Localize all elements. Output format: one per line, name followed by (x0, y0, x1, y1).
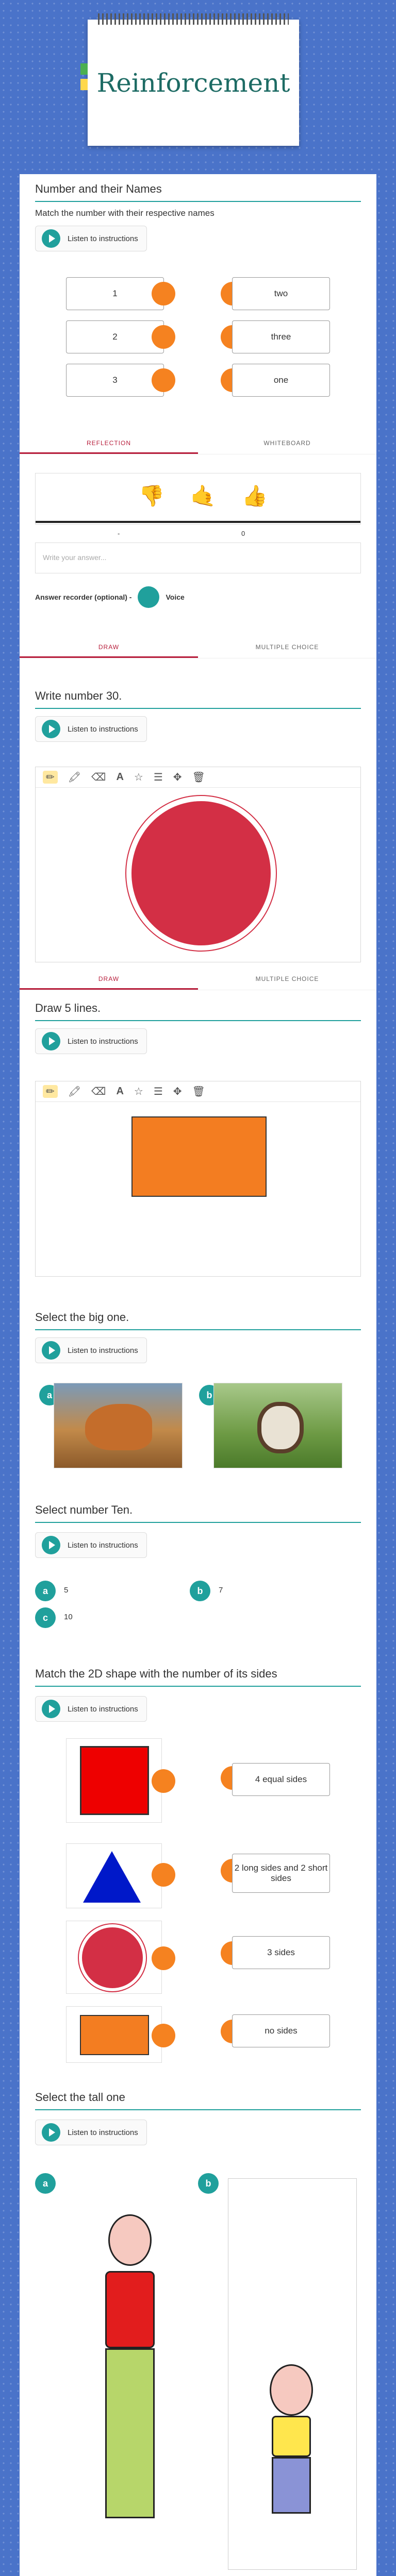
recorder-label: Answer recorder (optional) - (35, 593, 132, 601)
move-icon[interactable]: ✥ (173, 1086, 182, 1097)
option-letter-a[interactable]: a (39, 1385, 60, 1405)
thumbs-sideways-icon[interactable]: 🤙 (190, 485, 216, 507)
match-dot[interactable] (152, 1946, 175, 1970)
option-letter-b[interactable]: b (198, 2173, 219, 2194)
listen-label: Listen to instructions (68, 1540, 138, 1550)
match-right-label: no sides (265, 2026, 298, 2036)
match-left-label: 3 (112, 375, 118, 385)
listen-button[interactable] (35, 226, 147, 251)
play-icon (42, 2123, 60, 2142)
question-card-reflection (20, 432, 376, 658)
play-icon (42, 1700, 60, 1718)
title-underline (35, 201, 361, 202)
tab-draw[interactable]: DRAW (20, 636, 198, 658)
tab-whiteboard[interactable]: WHITEBOARD (263, 439, 311, 447)
match-right-2[interactable] (232, 320, 330, 353)
text-icon[interactable]: A (116, 1086, 124, 1097)
listen-button[interactable] (35, 1532, 147, 1558)
thumbs-down-icon[interactable]: 👎 (139, 485, 164, 507)
question-title: Select the tall one (35, 2091, 125, 2104)
match-dot[interactable] (152, 282, 175, 306)
tab-draw[interactable]: DRAW (20, 968, 198, 990)
option-image-short-character[interactable] (228, 2178, 357, 2570)
option-letter-c[interactable]: c (35, 1607, 56, 1628)
question-title: Write number 30. (35, 689, 122, 702)
match-right-4[interactable] (232, 2014, 330, 2047)
match-left-2[interactable] (66, 320, 164, 353)
scale-min: - (118, 530, 120, 537)
worksheet-title: Reinforcement (96, 67, 290, 98)
shape-triangle-card[interactable] (66, 1843, 162, 1908)
option-image-small-dog[interactable] (213, 1383, 342, 1468)
trash-icon[interactable]: 🗑 (192, 1086, 205, 1097)
worksheet-header (0, 0, 396, 155)
listen-button[interactable] (35, 1337, 147, 1363)
match-dot[interactable] (152, 325, 175, 349)
voice-label: Voice (166, 593, 185, 601)
match-right-label: three (271, 332, 291, 342)
eraser-icon[interactable]: ⌫ (91, 772, 106, 783)
play-icon (42, 229, 60, 248)
listen-label: Listen to instructions (68, 234, 138, 243)
move-icon[interactable]: ✥ (173, 772, 182, 783)
big-dog-shape (85, 1404, 152, 1450)
match-right-2[interactable] (232, 1854, 330, 1893)
play-icon (42, 1032, 60, 1050)
title-underline (35, 708, 361, 709)
drawing-canvas[interactable] (35, 767, 361, 962)
tall-character-head (108, 2214, 152, 2266)
short-character-shirt (272, 2416, 311, 2457)
short-character-legs (272, 2457, 311, 2514)
match-left-label: 2 (112, 332, 118, 342)
listen-label: Listen to instructions (68, 1346, 138, 1355)
tab-multiple-choice[interactable]: MULTIPLE CHOICE (255, 975, 319, 982)
drawing-toolbar (36, 1081, 360, 1102)
title-underline (35, 2109, 361, 2110)
question-card-draw-30 (20, 658, 376, 968)
answer-input[interactable]: Write your answer... (35, 543, 361, 573)
listen-label: Listen to instructions (68, 1704, 138, 1714)
listen-button[interactable] (35, 1028, 147, 1054)
tall-character-shirt (105, 2271, 155, 2348)
match-right-1[interactable] (232, 1763, 330, 1796)
tall-character-legs (105, 2348, 155, 2518)
list-icon[interactable]: ☰ (153, 772, 163, 783)
question-tabs (20, 432, 376, 454)
match-dot[interactable] (152, 1863, 175, 1887)
option-image-big-dog[interactable] (54, 1383, 183, 1468)
question-tabs (20, 636, 376, 658)
drawing-toolbar (36, 767, 360, 788)
title-notepad (88, 20, 299, 146)
shape-circle-card[interactable] (66, 1921, 162, 1994)
drawing-red-circle (126, 796, 276, 951)
thumbs-up-icon[interactable]: 👍 (242, 485, 268, 507)
option-text[interactable]: 10 (64, 1613, 73, 1621)
match-dot[interactable] (152, 1769, 175, 1793)
red-square-shape (80, 1746, 149, 1815)
pencil-icon[interactable]: ✏ (43, 1085, 58, 1098)
question-card-number-ten (20, 1493, 376, 1648)
match-right-3[interactable] (232, 1936, 330, 1969)
eraser-icon[interactable]: ⌫ (91, 1086, 106, 1097)
short-character-head (270, 2364, 313, 2416)
scale-max: 0 (241, 530, 245, 537)
option-letter-b[interactable]: b (190, 1581, 210, 1601)
play-icon (42, 720, 60, 738)
match-left-3[interactable] (66, 364, 164, 397)
play-icon (42, 1536, 60, 1554)
drawing-orange-rectangle (131, 1116, 267, 1197)
shape-rectangle-card[interactable] (66, 2006, 162, 2063)
scale-slider[interactable] (36, 521, 360, 523)
title-underline (35, 1020, 361, 1021)
question-title: Select number Ten. (35, 1503, 133, 1516)
match-right-label: 4 equal sides (255, 1774, 307, 1784)
listen-button[interactable] (35, 1696, 147, 1722)
orange-rectangle-shape (80, 2015, 149, 2055)
match-right-3[interactable] (232, 364, 330, 397)
shapes-icon[interactable]: ☆ (134, 772, 143, 783)
pencil-icon[interactable]: ✏ (43, 771, 58, 784)
question-title: Select the big one. (35, 1311, 129, 1324)
listen-label: Listen to instructions (68, 1037, 138, 1046)
match-dot[interactable] (152, 2024, 175, 2047)
small-dog-shape (257, 1402, 304, 1453)
listen-button[interactable] (35, 2120, 147, 2145)
microphone-icon[interactable] (138, 586, 159, 608)
answer-recorder (35, 586, 185, 608)
marker-icon[interactable]: 🖍 (68, 772, 81, 783)
blue-triangle-shape (83, 1851, 141, 1903)
question-card-big-one (20, 1287, 376, 1493)
marker-icon[interactable]: 🖍 (68, 1086, 81, 1097)
listen-label: Listen to instructions (68, 724, 138, 734)
match-dot[interactable] (152, 368, 175, 392)
shape-square-card[interactable] (66, 1738, 162, 1823)
shapes-icon[interactable]: ☆ (134, 1086, 143, 1097)
title-underline (35, 1686, 361, 1687)
option-letter-a[interactable]: a (35, 1581, 56, 1601)
tab-reflection[interactable]: REFLECTION (20, 432, 198, 454)
option-image-tall-character[interactable] (64, 2209, 193, 2570)
question-title: Number and their Names (35, 182, 162, 195)
spiral-binding (98, 13, 289, 25)
question-title: Draw 5 lines. (35, 1002, 101, 1014)
option-text[interactable]: 7 (219, 1586, 223, 1595)
option-letter-b[interactable]: b (199, 1385, 220, 1405)
match-right-label: two (274, 289, 288, 298)
listen-button[interactable] (35, 716, 147, 742)
listen-label: Listen to instructions (68, 2128, 138, 2137)
question-description: Match the number with their respective names (35, 208, 214, 218)
question-card-2d-shapes (20, 1648, 376, 2070)
title-underline (35, 1522, 361, 1523)
option-text[interactable]: 5 (64, 1586, 69, 1595)
tab-multiple-choice[interactable]: MULTIPLE CHOICE (255, 643, 319, 651)
match-right-label: 3 sides (267, 1947, 295, 1957)
question-card-matching (20, 174, 376, 432)
red-circle-shape (79, 1924, 146, 1991)
drawing-canvas[interactable] (35, 1081, 361, 1277)
play-icon (42, 1341, 60, 1360)
match-left-label: 1 (112, 289, 118, 298)
list-icon[interactable]: ☰ (153, 1086, 163, 1097)
question-tabs (20, 968, 376, 990)
match-right-1[interactable] (232, 277, 330, 310)
question-card-tall-one (20, 2070, 376, 2576)
title-underline (35, 1329, 361, 1330)
yellow-tab (80, 79, 88, 90)
match-right-label: 2 long sides and 2 short sides (234, 1863, 328, 1883)
question-card-draw-lines (20, 968, 376, 1287)
green-tab (80, 63, 88, 75)
text-icon[interactable]: A (116, 771, 124, 783)
match-right-label: one (273, 375, 289, 385)
emoji-scale (35, 473, 361, 524)
trash-icon[interactable]: 🗑 (192, 772, 205, 783)
match-left-1[interactable] (66, 277, 164, 310)
option-letter-a[interactable]: a (35, 2173, 56, 2194)
question-title: Match the 2D shape with the number of its sides (35, 1667, 277, 1680)
